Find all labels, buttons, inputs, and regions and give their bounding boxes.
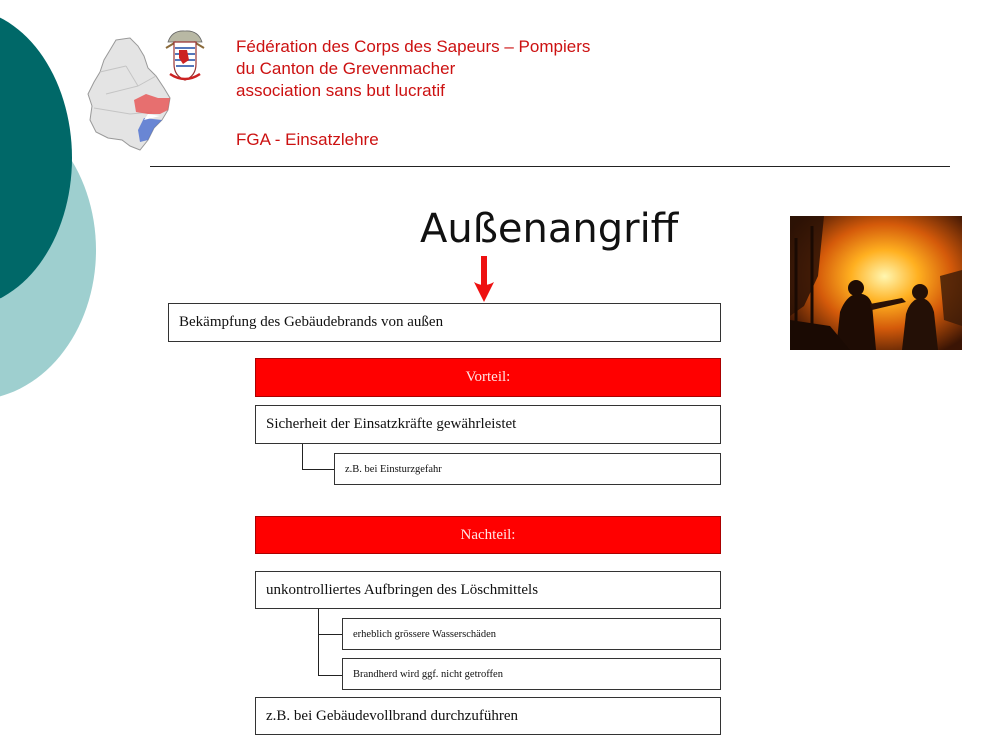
advantage-text: Sicherheit der Einsatzkräfte gewährleistet xyxy=(266,416,517,432)
disadvantage-text: unkontrolliertes Aufbringen des Löschmittels xyxy=(266,581,539,598)
organization-header xyxy=(236,36,590,102)
organization-name-line-2: du Canton de Grevenmacher xyxy=(236,59,456,78)
disadvantage-box xyxy=(255,571,721,609)
disadvantage-detail-box-2 xyxy=(342,658,721,690)
definition-box xyxy=(168,303,721,342)
disadvantage-detail-text-1: erheblich grössere Wasserschäden xyxy=(353,628,496,640)
down-arrow-icon xyxy=(473,256,495,304)
disadvantage-heading: Nachteil: xyxy=(460,526,516,543)
disadvantage-heading-box xyxy=(255,516,721,554)
slide-title: Außenangriff xyxy=(420,206,679,252)
definition-text: Bekämpfung des Gebäudebrands von außen xyxy=(179,314,444,330)
advantage-connector xyxy=(302,444,335,470)
fire-brigade-crest-icon xyxy=(160,28,210,84)
organization-name-line-3: association sans but lucratif xyxy=(236,81,445,100)
firefighters-photo xyxy=(790,216,962,350)
disadvantage-connector xyxy=(318,609,343,676)
course-name: FGA - Einsatzlehre xyxy=(236,130,379,149)
organization-name-line-1: Fédération des Corps des Sapeurs – Pompiers xyxy=(236,37,591,56)
advantage-example-box xyxy=(334,453,721,485)
advantage-example-text: z.B. bei Einsturzgefahr xyxy=(345,463,442,475)
advantage-heading: Vorteil: xyxy=(465,369,511,385)
advantage-heading-box xyxy=(255,358,721,397)
disadvantage-detail-box-1 xyxy=(342,618,721,650)
disadvantage-detail-text-2: Brandherd wird ggf. nicht getroffen xyxy=(353,668,503,680)
usage-text: z.B. bei Gebäudevollbrand durchzuführen xyxy=(266,707,518,724)
advantage-box xyxy=(255,405,721,444)
disadvantage-connector-branch xyxy=(318,634,342,635)
header-divider xyxy=(150,166,950,167)
usage-box xyxy=(255,697,721,735)
